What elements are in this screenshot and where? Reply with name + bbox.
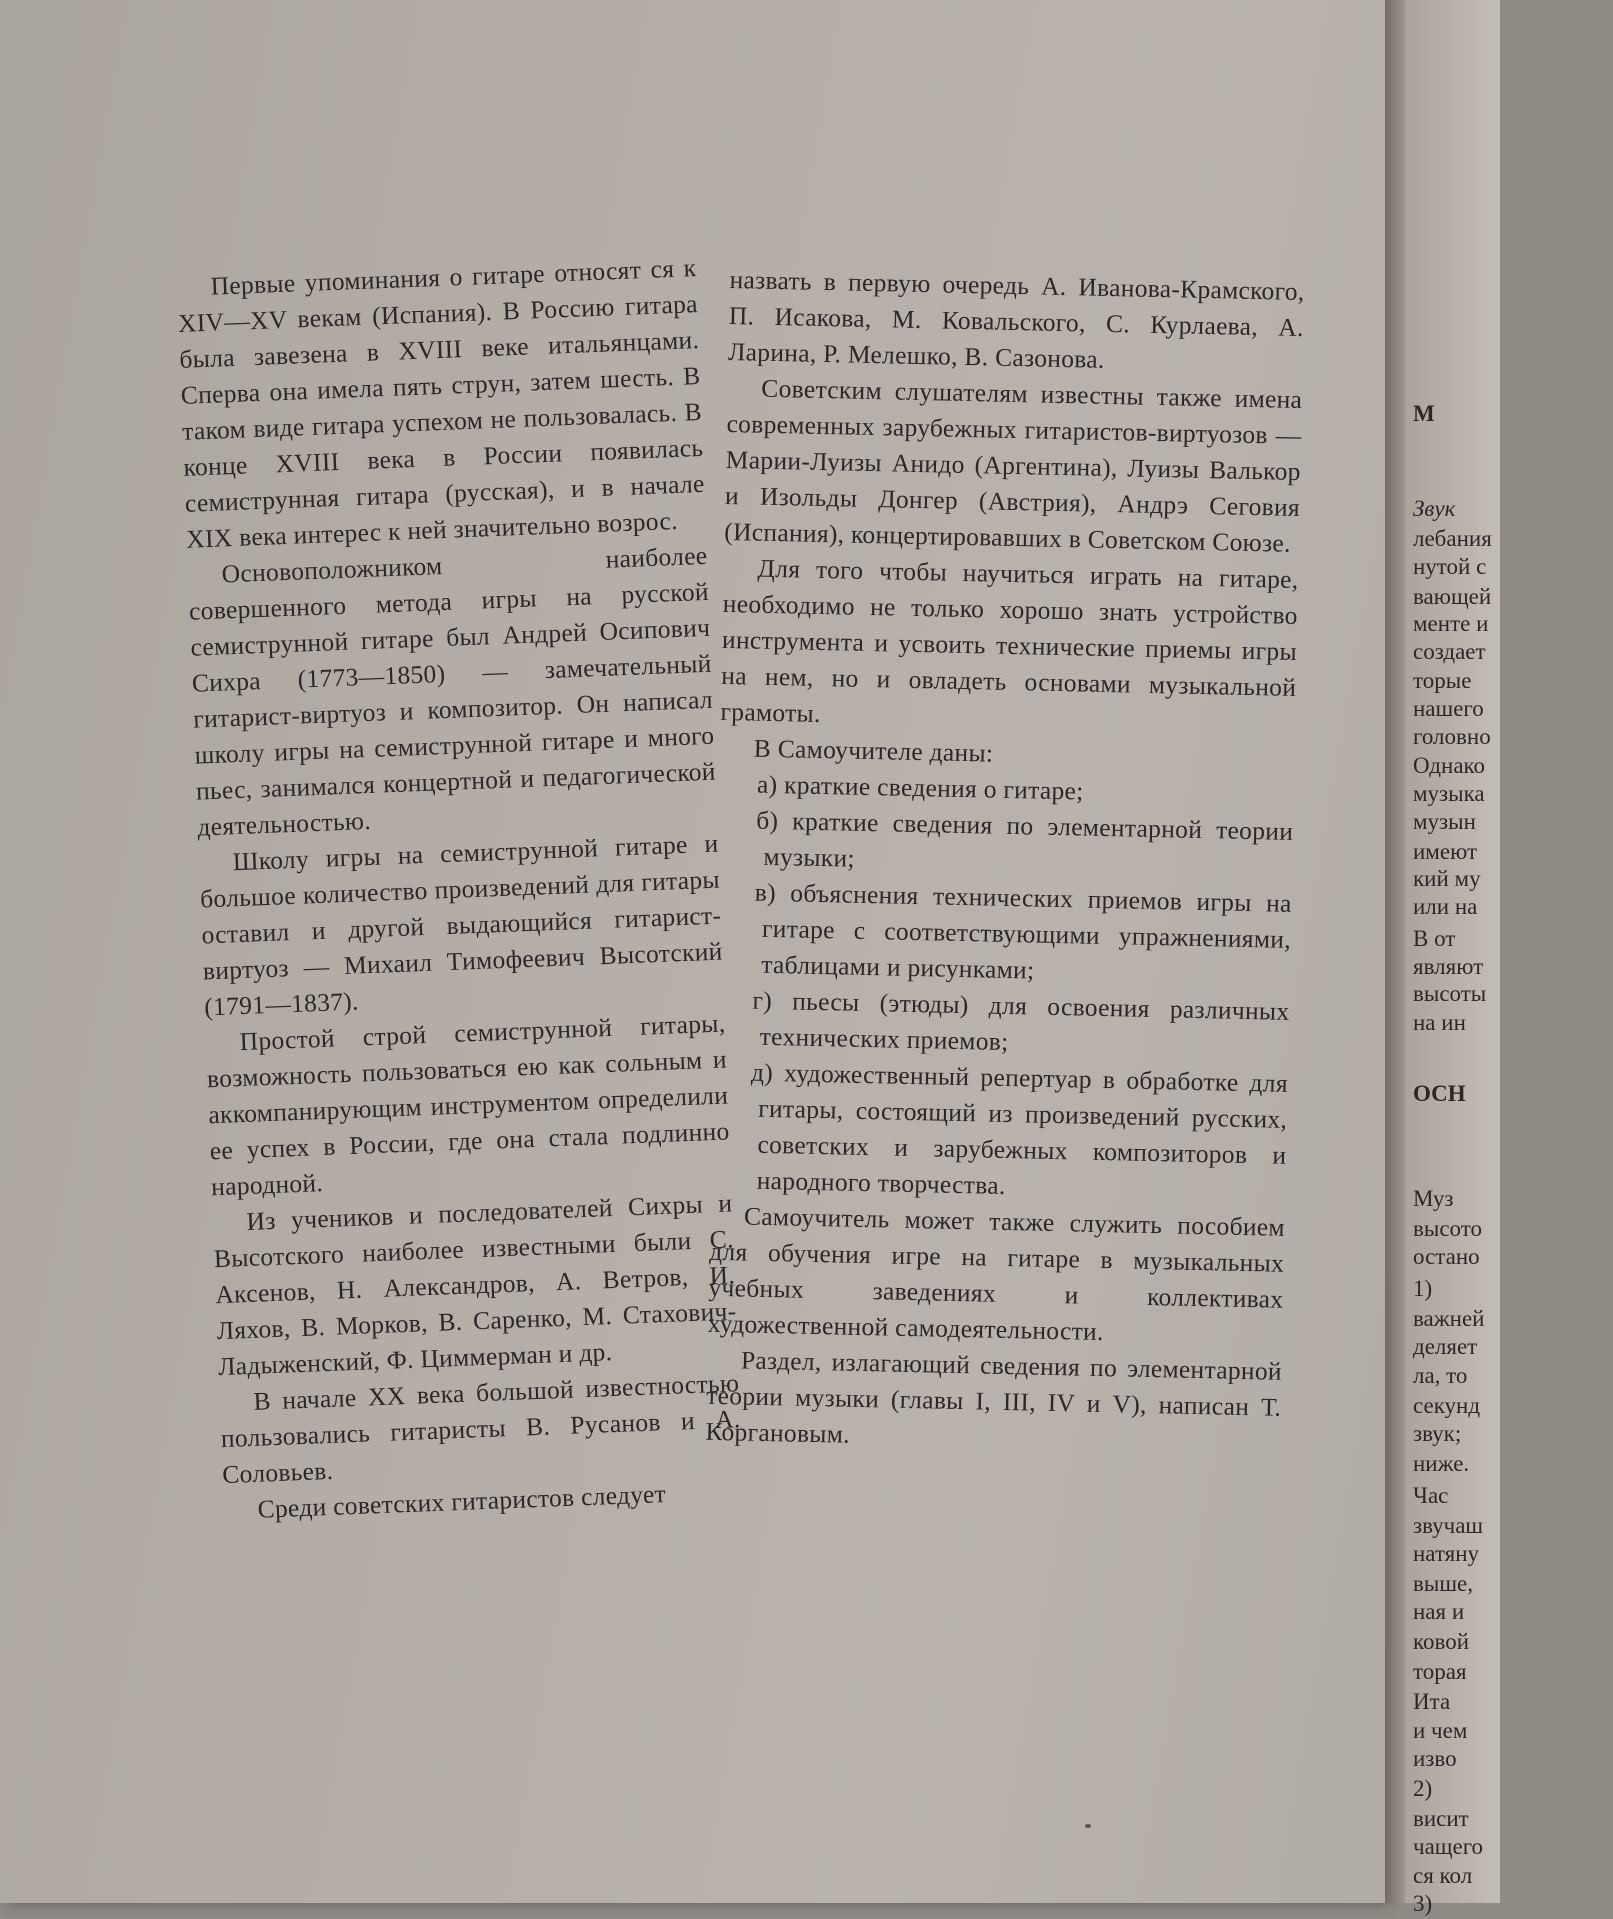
list-item: в) объяснения технических приемов игры на гитаре с соответствующими упражнениями, таблицами и рисунками; — [754, 877, 1292, 985]
fragment-line: лебания — [1413, 526, 1492, 551]
paragraph: Самоучитель может также служить пособием для обучения игре на гитаре в музыкальных учебных заведениях и коллективах художественной самодеятельности. — [707, 1201, 1286, 1347]
list-item: а) краткие сведения о гитаре; — [756, 769, 1084, 806]
fragment-line: или на — [1413, 894, 1478, 919]
list-item: д) художественный репертуар в обработке для гитары, состоящий из произведений русских, советских и зарубежных композиторов и народного творчества. — [750, 1057, 1289, 1200]
paragraph: Из учеников и последователей Сихры и Высотского наиболее известными были С. Аксенов, Н. Александров, А. Ветров, И. Ляхов, В. Морков, В. Саренко, М. Стахович-Ладыженский, Ф. Циммерман и др. — [213, 1188, 737, 1382]
fragment-line: ся кол — [1413, 1863, 1473, 1888]
fragment-line: звук; — [1413, 1421, 1462, 1446]
fragment-line: торая — [1413, 1659, 1467, 1684]
fragment-line: кий му — [1413, 866, 1481, 891]
fragment-line: Час — [1413, 1483, 1449, 1508]
paragraph: Среди советских гитаристов следует — [257, 1479, 667, 1524]
fragment-line: важней — [1413, 1306, 1485, 1331]
fragment-line: высоты — [1413, 981, 1487, 1006]
fragment-line: секунд — [1413, 1393, 1481, 1418]
paragraph: В начале XX века большой известностью пользовались гитаристы В. Русанов и А. Соловьев. — [220, 1368, 742, 1490]
fragment-line: выше, — [1413, 1571, 1473, 1596]
list-intro: В Самоучителе даны: — [753, 733, 994, 768]
fragment-line: на ин — [1413, 1010, 1466, 1035]
paragraph: Советским слушателям известны также имена современных зарубежных гитаристов-виртуозов — Марии-Луизы Анидо (Аргентина), Луизы Валькор и Изольды Донгер (Австрия), Андрэ Сеговия (Испания), концертировавших в Советском Союзе. — [724, 373, 1303, 558]
text-column-middle — [705, 262, 1305, 1462]
fragment-line: высото — [1413, 1216, 1482, 1241]
paragraph-continuation: назвать в первую очередь А. Иванова-Крамского, П. Исакова, М. Ковальского, С. Курлаева, А. Ларина, Р. Мелешко, В. Сазонова. — [727, 264, 1305, 374]
fragment-line: головно — [1413, 724, 1491, 749]
fragment-line: остано — [1413, 1244, 1480, 1269]
fragment-line: Муз — [1413, 1186, 1454, 1211]
book-page-right — [1405, 0, 1500, 1916]
paragraph: Для того чтобы научиться играть на гитаре, необходимо не только хорошо знать устройство инструмента и усвоить технические приемы игры на нем, но и овладеть основами музыкальной грамоты. — [720, 553, 1299, 728]
list-item: б) краткие сведения по элементарной теории музыки; — [756, 805, 1294, 873]
fragment-line: торые — [1413, 668, 1472, 693]
fragment-line: менте и — [1413, 611, 1489, 636]
fragment-line: чащего — [1413, 1834, 1484, 1859]
paragraph: Простой строй семиструнной гитары, возможность пользоваться ею как сольным и аккомпанирующим инструментом определили ее успех в России, где она стала подлинно народной. — [206, 1008, 731, 1202]
fragment-line: вающей — [1413, 584, 1492, 609]
fragment-line: натяну — [1413, 1541, 1480, 1566]
fragment-line: изво — [1413, 1746, 1457, 1771]
fragment-line: 1) — [1413, 1276, 1433, 1301]
fragment-line: ниже. — [1413, 1451, 1470, 1476]
fragment-line: Однако — [1413, 753, 1486, 778]
fragment-line: имеют — [1413, 839, 1478, 864]
fragment-line: деляет — [1413, 1334, 1478, 1359]
fragment-line: ная и — [1413, 1599, 1465, 1624]
book-gutter — [1385, 0, 1405, 1903]
paragraph: Раздел, излагающий сведения по элементарной теории музыки (главы I, III, IV и V), написан Т. Коргановым. — [705, 1345, 1283, 1449]
fragment-line: ла, то — [1413, 1363, 1468, 1388]
fragment-line: М — [1413, 401, 1435, 426]
fragment-line: музын — [1413, 809, 1476, 834]
fragment-line: 2) — [1413, 1776, 1433, 1801]
fragment-line: нутой с — [1413, 554, 1487, 579]
fragment-line: Ита — [1413, 1689, 1451, 1714]
fragment-line: музыка — [1413, 781, 1485, 806]
text-column-left — [176, 250, 744, 1529]
paper-speck — [1085, 1824, 1091, 1828]
fragment-line: ковой — [1413, 1629, 1470, 1654]
fragment-line: В от — [1413, 926, 1456, 951]
fragment-line: создает — [1413, 639, 1486, 664]
list-item: г) пьесы (этюды) для освоения различных технических приемов; — [752, 985, 1290, 1057]
fragment-line: 3) — [1413, 1891, 1433, 1916]
paragraph: Первые упоминания о гитаре относят ся к XIV—XV векам (Испания). В Россию гитара была завезена в XVIII веке итальянцами. Сперва она имела пять струн, затем шесть. В таком виде гитара успехом не пользовалась. В конце XVIII века в России появилась семиструнная гитара (русская), и в начале XIX века интерес к ней значительно возрос. — [177, 253, 706, 554]
fragment-line: ОСН — [1413, 1081, 1466, 1106]
fragment-line: являют — [1413, 954, 1484, 979]
fragment-line: и чем — [1413, 1718, 1468, 1743]
fragment-line: Звук — [1413, 496, 1456, 521]
fragment-line: звучаш — [1413, 1513, 1484, 1538]
fragment-line: нашего — [1413, 696, 1484, 721]
paragraph: Школу игры на семиструнной гитаре и большое количество произведений для гитары оставил и другой выдающийся гитарист-виртуоз — Михаил Тимофеевич Высотский (1791—1837). — [199, 828, 724, 1022]
paragraph: Основоположником наиболее совершенного метода игры на русской семиструнной гитаре был Андрей Осипович Сихра (1773—1850) — замечательный гитарист-виртуоз и композитор. Он написал школу игры на семиструнной гитаре и много пьес, занимался концертной и педагогической деятельностью. — [188, 540, 717, 842]
fragment-line: висит — [1413, 1806, 1469, 1831]
